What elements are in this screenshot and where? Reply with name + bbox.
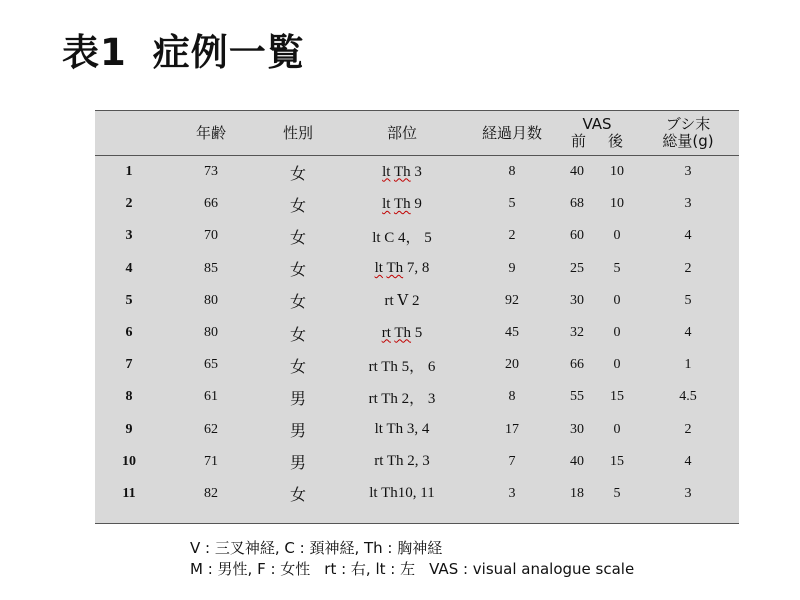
cell-no: 3 xyxy=(125,228,133,244)
table-row xyxy=(95,285,739,317)
cell-months: 2 xyxy=(508,228,516,244)
site-nerve: Th xyxy=(381,390,398,407)
cell-dose: 5 xyxy=(684,292,692,308)
cell-months: 17 xyxy=(505,421,519,437)
cell-vas-pre: 25 xyxy=(570,260,584,276)
cell-age: 73 xyxy=(204,164,218,180)
cell-vas-post: 10 xyxy=(610,196,624,212)
table-row xyxy=(95,446,739,478)
cell-sex: 男 xyxy=(289,388,306,408)
footnote-vas-legend: VAS : visual analogue scale xyxy=(429,560,635,578)
cell-dose: 4.5 xyxy=(679,389,697,405)
cell-vas-pre: 40 xyxy=(570,164,584,180)
cell-no: 11 xyxy=(122,485,136,501)
cell-vas-post: 5 xyxy=(613,260,621,276)
site-side: rt xyxy=(374,453,384,470)
site-level: 2， 3 xyxy=(397,390,436,407)
site-level: 3 xyxy=(410,163,422,180)
header-dose-line1: ブシ末 xyxy=(665,115,711,133)
header-dose xyxy=(637,111,739,156)
cell-vas-post: 0 xyxy=(613,325,621,341)
table-row xyxy=(95,381,739,413)
cell-site xyxy=(337,381,467,413)
cell-sex: 女 xyxy=(289,356,306,376)
header-vas-post: 後 xyxy=(608,132,624,150)
cell-vas-post: 10 xyxy=(610,164,624,180)
cell-vas-post: 0 xyxy=(613,292,621,308)
cell-dose: 3 xyxy=(684,485,692,501)
site-side: lt xyxy=(369,485,378,502)
table-row xyxy=(95,478,739,510)
site-nerve: Th xyxy=(381,485,398,502)
header-sex: 性別 xyxy=(259,111,337,156)
header-site: 部位 xyxy=(337,111,467,156)
header-no xyxy=(95,111,163,156)
cell-no: 6 xyxy=(125,325,133,341)
header-vas-label: VAS xyxy=(582,115,612,133)
site-nerve: C xyxy=(384,229,395,246)
cell-sex: 女 xyxy=(289,324,306,344)
cell-sex: 女 xyxy=(289,485,306,505)
table-row xyxy=(95,349,739,381)
site-nerve: Th xyxy=(386,453,404,470)
site-side: rt xyxy=(384,293,394,310)
site-level: 4， 5 xyxy=(394,229,432,246)
cell-no: 10 xyxy=(122,453,136,469)
header-dose-line2: 総量(g) xyxy=(662,132,714,150)
cell-site xyxy=(337,446,467,478)
cell-site xyxy=(337,349,467,381)
cell-vas-post: 0 xyxy=(613,357,621,373)
cell-dose: 4 xyxy=(684,228,692,244)
cell-months: 5 xyxy=(508,196,516,212)
footnote-sex-legend: M : 男性, F : 女性 xyxy=(190,560,311,578)
table-header xyxy=(95,111,739,156)
cell-months: 3 xyxy=(508,485,516,501)
cell-no: 7 xyxy=(125,357,133,373)
site-side: lt xyxy=(374,260,383,277)
table-body xyxy=(95,156,739,511)
site-side: lt xyxy=(382,195,391,212)
table-row xyxy=(95,253,739,285)
site-level: 3, 4 xyxy=(403,421,430,438)
cell-vas-pre: 40 xyxy=(570,453,584,469)
footnote-line-1: V : 三叉神経, C : 頚神経, Th : 胸神経 xyxy=(190,539,443,557)
cell-vas-post: 5 xyxy=(613,485,621,501)
cell-vas-pre: 30 xyxy=(570,292,584,308)
table-row xyxy=(95,156,739,189)
site-level: 7, 8 xyxy=(403,260,430,277)
site-nerve: Th xyxy=(393,163,411,180)
cell-age: 65 xyxy=(204,357,218,373)
cell-site xyxy=(337,478,467,510)
cell-months: 9 xyxy=(508,260,516,276)
cell-vas-post: 0 xyxy=(613,228,621,244)
slide-title xyxy=(62,22,305,76)
cell-no: 2 xyxy=(125,196,133,212)
case-list-table xyxy=(95,111,739,510)
cell-site xyxy=(337,317,467,349)
cell-age: 85 xyxy=(204,260,218,276)
cell-vas-pre: 66 xyxy=(570,357,584,373)
cell-sex: 女 xyxy=(289,195,306,215)
site-level: 5， 6 xyxy=(397,358,436,375)
site-level: 9 xyxy=(410,195,422,212)
footnote xyxy=(190,538,634,580)
table-title-text: 症例一覧 xyxy=(152,31,305,74)
cell-age: 70 xyxy=(204,228,218,244)
cell-no: 9 xyxy=(125,421,133,437)
site-side: rt xyxy=(368,358,378,375)
cell-vas-post: 15 xyxy=(610,389,624,405)
table-row xyxy=(95,220,739,252)
header-vas xyxy=(557,111,637,156)
header-months: 経過月数 xyxy=(467,111,557,156)
cell-site xyxy=(337,414,467,446)
header-age: 年齢 xyxy=(163,111,259,156)
table-number: 表1 xyxy=(62,31,127,74)
cell-sex: 女 xyxy=(289,227,306,247)
cell-sex: 女 xyxy=(289,292,306,312)
cell-dose: 2 xyxy=(684,260,692,276)
cell-age: 80 xyxy=(204,325,218,341)
site-nerve: Th xyxy=(386,421,404,438)
header-vas-pre: 前 xyxy=(570,132,586,150)
site-level: 10, 11 xyxy=(397,485,435,502)
cell-no: 1 xyxy=(125,164,133,180)
cell-vas-pre: 60 xyxy=(570,228,584,244)
cell-months: 8 xyxy=(508,164,516,180)
cell-months: 7 xyxy=(508,453,516,469)
table-row xyxy=(95,317,739,349)
cell-vas-pre: 30 xyxy=(570,421,584,437)
cell-site xyxy=(337,220,467,252)
cell-sex: 男 xyxy=(289,421,306,441)
cell-age: 66 xyxy=(204,196,218,212)
site-nerve: Th xyxy=(394,324,412,341)
cell-vas-post: 0 xyxy=(613,421,621,437)
cell-sex: 男 xyxy=(289,453,306,473)
cell-site xyxy=(337,188,467,220)
cell-months: 8 xyxy=(508,389,516,405)
cell-vas-pre: 55 xyxy=(570,389,584,405)
cell-sex: 女 xyxy=(289,260,306,280)
cell-dose: 4 xyxy=(684,453,692,469)
footnote-side-legend: rt : 右, lt : 左 xyxy=(324,560,416,578)
cell-age: 71 xyxy=(204,453,218,469)
cell-dose: 2 xyxy=(684,421,692,437)
cell-vas-pre: 32 xyxy=(570,325,584,341)
site-side: lt xyxy=(372,229,381,246)
cell-vas-pre: 18 xyxy=(570,485,584,501)
cell-vas-pre: 68 xyxy=(570,196,584,212)
cell-vas-post: 15 xyxy=(610,453,624,469)
cell-age: 80 xyxy=(204,292,218,308)
site-nerve: Ⅴ xyxy=(397,293,409,310)
cell-age: 61 xyxy=(204,389,218,405)
cell-months: 20 xyxy=(505,357,519,373)
cell-months: 92 xyxy=(505,292,519,308)
cell-no: 5 xyxy=(125,292,133,308)
cell-age: 82 xyxy=(204,485,218,501)
case-list-table-panel xyxy=(95,110,739,524)
site-nerve: Th xyxy=(393,195,411,212)
footnote-line-2 xyxy=(190,559,634,580)
cell-dose: 4 xyxy=(684,325,692,341)
site-level: 2 xyxy=(408,293,420,310)
cell-site xyxy=(337,156,467,189)
cell-dose: 1 xyxy=(684,357,692,373)
site-side: lt xyxy=(382,163,391,180)
cell-age: 62 xyxy=(204,421,218,437)
cell-no: 8 xyxy=(125,389,133,405)
cell-sex: 女 xyxy=(289,163,306,183)
site-nerve: Th xyxy=(386,260,404,277)
table-row xyxy=(95,188,739,220)
cell-dose: 3 xyxy=(684,164,692,180)
site-level: 5 xyxy=(411,324,423,341)
site-level: 2, 3 xyxy=(403,453,430,470)
cell-site xyxy=(337,253,467,285)
site-nerve: Th xyxy=(381,358,398,375)
table-row xyxy=(95,414,739,446)
cell-months: 45 xyxy=(505,325,519,341)
site-side: rt xyxy=(368,390,378,407)
cell-no: 4 xyxy=(125,260,133,276)
site-side: lt xyxy=(374,421,383,438)
cell-dose: 3 xyxy=(684,196,692,212)
cell-site xyxy=(337,285,467,317)
site-side: rt xyxy=(381,324,391,341)
